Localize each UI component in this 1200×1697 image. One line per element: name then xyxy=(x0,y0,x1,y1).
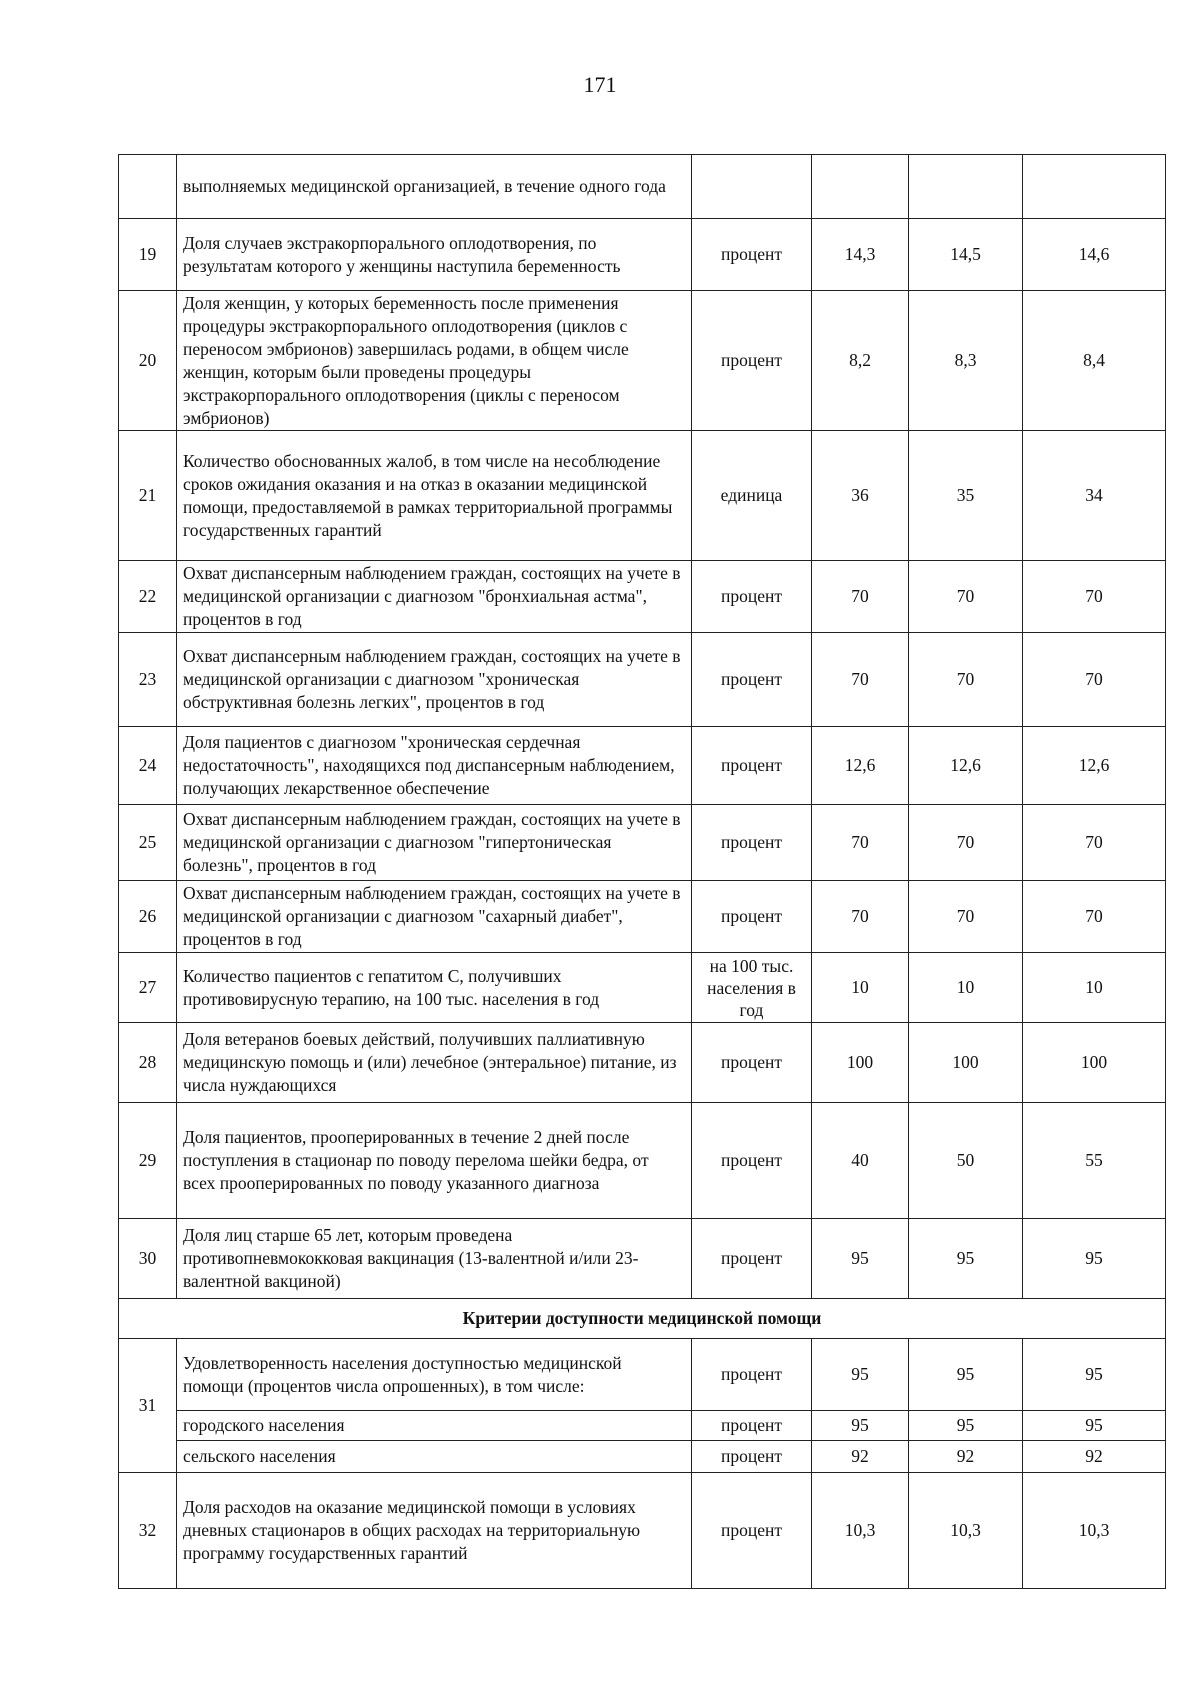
value-year-3: 34 xyxy=(1023,431,1166,561)
row-number: 24 xyxy=(119,727,177,805)
value-year-2: 95 xyxy=(909,1339,1023,1411)
value-year-3: 55 xyxy=(1023,1103,1166,1219)
value-year-2: 70 xyxy=(909,881,1023,953)
row-description: Доля ветеранов боевых действий, получивших паллиативную медицинскую помощь и (или) лечебное (энтеральное) питание, из числа нуждающихся xyxy=(177,1023,692,1103)
row-number: 25 xyxy=(119,805,177,881)
value-year-1: 70 xyxy=(812,633,909,727)
value-year-2: 95 xyxy=(909,1219,1023,1299)
value-year-1: 70 xyxy=(812,561,909,633)
table-row xyxy=(119,1473,1166,1589)
table-row-sub xyxy=(119,1441,1166,1473)
row-number: 29 xyxy=(119,1103,177,1219)
table-row xyxy=(119,431,1166,561)
value-year-2: 100 xyxy=(909,1023,1023,1103)
value-year-3: 95 xyxy=(1023,1219,1166,1299)
row-description: Удовлетворенность населения доступностью медицинской помощи (процентов числа опрошенных), в том числе: xyxy=(177,1339,692,1411)
table-row xyxy=(119,805,1166,881)
row-unit: процент xyxy=(692,881,812,953)
value-year-2: 70 xyxy=(909,633,1023,727)
row-description: выполняемых медицинской организацией, в течение одного года xyxy=(177,155,692,219)
value-year-1: 12,6 xyxy=(812,727,909,805)
table-row-continuation xyxy=(119,155,1166,219)
table-row xyxy=(119,633,1166,727)
value-year-3: 70 xyxy=(1023,561,1166,633)
row-unit: процент xyxy=(692,1473,812,1589)
row-unit: процент xyxy=(692,727,812,805)
value-year-2: 12,6 xyxy=(909,727,1023,805)
value-year-3: 10,3 xyxy=(1023,1473,1166,1589)
value-year-1 xyxy=(812,155,909,219)
value-year-2: 92 xyxy=(909,1441,1023,1473)
value-year-1: 100 xyxy=(812,1023,909,1103)
value-year-1: 70 xyxy=(812,881,909,953)
value-year-1: 36 xyxy=(812,431,909,561)
row-description: Охват диспансерным наблюдением граждан, состоящих на учете в медицинской организации с диагнозом "сахарный диабет", процентов в год xyxy=(177,881,692,953)
row-unit: процент xyxy=(692,219,812,291)
value-year-3: 100 xyxy=(1023,1023,1166,1103)
row-unit: процент xyxy=(692,561,812,633)
row-number: 19 xyxy=(119,219,177,291)
row-number: 21 xyxy=(119,431,177,561)
value-year-3: 95 xyxy=(1023,1411,1166,1441)
row-description: Доля расходов на оказание медицинской помощи в условиях дневных стационаров в общих расходах на территориальную программу государственных гарантий xyxy=(177,1473,692,1589)
row-unit: процент xyxy=(692,1103,812,1219)
value-year-2: 10,3 xyxy=(909,1473,1023,1589)
row-number: 23 xyxy=(119,633,177,727)
row-unit xyxy=(692,155,812,219)
row-unit: процент xyxy=(692,1023,812,1103)
value-year-1: 40 xyxy=(812,1103,909,1219)
value-year-2: 14,5 xyxy=(909,219,1023,291)
row-number: 20 xyxy=(119,291,177,431)
value-year-2 xyxy=(909,155,1023,219)
row-description: Охват диспансерным наблюдением граждан, состоящих на учете в медицинской организации с диагнозом "бронхиальная астма", процентов в год xyxy=(177,561,692,633)
row-unit: процент xyxy=(692,291,812,431)
value-year-1: 10,3 xyxy=(812,1473,909,1589)
value-year-1: 95 xyxy=(812,1219,909,1299)
row-number: 30 xyxy=(119,1219,177,1299)
value-year-2: 50 xyxy=(909,1103,1023,1219)
value-year-3 xyxy=(1023,155,1166,219)
value-year-1: 10 xyxy=(812,953,909,1023)
row-description: Доля лиц старше 65 лет, которым проведена противопневмококковая вакцинация (13-валентной и/или 23-валентной вакциной) xyxy=(177,1219,692,1299)
value-year-2: 70 xyxy=(909,561,1023,633)
value-year-1: 14,3 xyxy=(812,219,909,291)
row-description: Охват диспансерным наблюдением граждан, состоящих на учете в медицинской организации с диагнозом "хроническая обструктивная болезнь легких", процентов в год xyxy=(177,633,692,727)
value-year-2: 8,3 xyxy=(909,291,1023,431)
row-number: 32 xyxy=(119,1473,177,1589)
row-unit: процент xyxy=(692,805,812,881)
value-year-3: 70 xyxy=(1023,633,1166,727)
row-description: Охват диспансерным наблюдением граждан, состоящих на учете в медицинской организации с диагнозом "гипертоническая болезнь", процентов в год xyxy=(177,805,692,881)
value-year-2: 35 xyxy=(909,431,1023,561)
row-number: 26 xyxy=(119,881,177,953)
section-header-row xyxy=(119,1299,1166,1339)
row-description: Доля пациентов, прооперированных в течение 2 дней после поступления в стационар по поводу перелома шейки бедра, от всех прооперированных по поводу указанного диагноза xyxy=(177,1103,692,1219)
value-year-1: 95 xyxy=(812,1411,909,1441)
page-number: 171 xyxy=(583,72,617,97)
row-unit: процент xyxy=(692,633,812,727)
value-year-1: 95 xyxy=(812,1339,909,1411)
table-row-sub xyxy=(119,1411,1166,1441)
value-year-1: 8,2 xyxy=(812,291,909,431)
row-description: городского населения xyxy=(177,1411,692,1441)
indicators-table xyxy=(118,154,1166,1589)
table-row xyxy=(119,219,1166,291)
value-year-3: 8,4 xyxy=(1023,291,1166,431)
value-year-3: 92 xyxy=(1023,1441,1166,1473)
value-year-3: 70 xyxy=(1023,881,1166,953)
row-description: сельского населения xyxy=(177,1441,692,1473)
value-year-2: 95 xyxy=(909,1411,1023,1441)
table-row xyxy=(119,1339,1166,1411)
row-unit: процент xyxy=(692,1339,812,1411)
table-row xyxy=(119,953,1166,1023)
row-number: 31 xyxy=(119,1339,177,1473)
section-title: Критерии доступности медицинской помощи xyxy=(119,1299,1166,1339)
value-year-3: 12,6 xyxy=(1023,727,1166,805)
table-row xyxy=(119,1219,1166,1299)
table-row xyxy=(119,291,1166,431)
value-year-2: 10 xyxy=(909,953,1023,1023)
row-description: Доля женщин, у которых беременность после применения процедуры экстракорпорального оплодотворения (циклов с переносом эмбрионов) завершилась родами, в общем числе женщин, которым были проведены процедуры экстракорпорального оплодотворения (циклы с переносом эмбрионов) xyxy=(177,291,692,431)
table-row xyxy=(119,561,1166,633)
row-unit: процент xyxy=(692,1411,812,1441)
value-year-3: 10 xyxy=(1023,953,1166,1023)
value-year-3: 70 xyxy=(1023,805,1166,881)
value-year-1: 70 xyxy=(812,805,909,881)
row-number: 27 xyxy=(119,953,177,1023)
table-row xyxy=(119,881,1166,953)
row-unit: на 100 тыс. населения в год xyxy=(692,953,812,1023)
value-year-1: 92 xyxy=(812,1441,909,1473)
value-year-2: 70 xyxy=(909,805,1023,881)
row-description: Доля пациентов с диагнозом "хроническая сердечная недостаточность", находящихся под диспансерным наблюдением, получающих лекарственное обеспечение xyxy=(177,727,692,805)
row-unit: единица xyxy=(692,431,812,561)
table-row xyxy=(119,727,1166,805)
table-row xyxy=(119,1103,1166,1219)
row-description: Доля случаев экстракорпорального оплодотворения, по результатам которого у женщины наступила беременность xyxy=(177,219,692,291)
row-number xyxy=(119,155,177,219)
table-row xyxy=(119,1023,1166,1103)
row-unit: процент xyxy=(692,1441,812,1473)
value-year-3: 14,6 xyxy=(1023,219,1166,291)
row-description: Количество пациентов с гепатитом С, получивших противовирусную терапию, на 100 тыс. населения в год xyxy=(177,953,692,1023)
value-year-3: 95 xyxy=(1023,1339,1166,1411)
row-number: 22 xyxy=(119,561,177,633)
row-description: Количество обоснованных жалоб, в том числе на несоблюдение сроков ожидания оказания и на отказ в оказании медицинской помощи, предоставляемой в рамках территориальной программы государственных гарантий xyxy=(177,431,692,561)
row-unit: процент xyxy=(692,1219,812,1299)
row-number: 28 xyxy=(119,1023,177,1103)
